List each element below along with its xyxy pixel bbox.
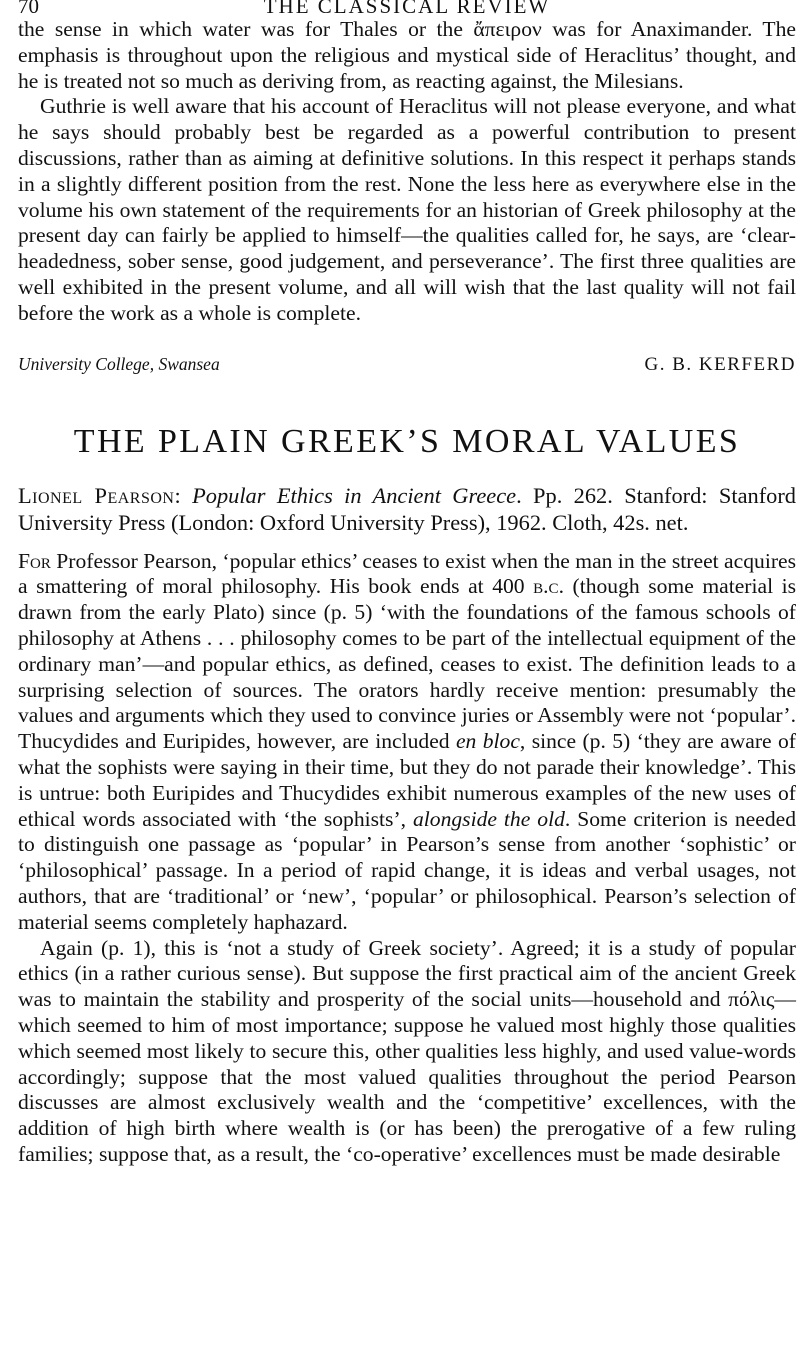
italic-phrase: en bloc — [455, 729, 520, 754]
text-run: . Some criterion is needed to distinguish one passage as ‘popular’ in Pearson’s sense from another ‘sophistic’ or ‘philosophical’ passage. In a period of rapid change, it is ideas and verbal usages, not authors, that are ‘traditional’ or ‘new’, ‘popular’ or philosophical. Pearson’s selection of material seems completely haphazard. — [18, 806, 796, 934]
review-paragraph: Guthrie is well aware that his account of Heraclitus will not please everyone, and what he says should probably best be regarded as a powerful contribution to present discussions, rather than as aiming at definitive solutions. In this respect it perhaps stands in a slightly different position from the rest. None the less here as everywhere else in the volume his own statement of the requirements for an historian of Greek philosophy at the present day can fairly be applied to himself—the qualities called for, he says, are ‘clear-headedness, sober sense, good judgement, and perseverance’. The first three qualities are well exhibited in the present volume, and all will wish that the last quality will not fail before the work as a whole is complete. — [18, 94, 796, 325]
book-details: . Pp. 262. Stanford: Stanford University Press (London: Oxford University Press), 1962. Cloth, 42s. net. — [18, 482, 797, 536]
citation-separator: : — [174, 482, 193, 508]
review-paragraph: Again (p. 1), this is ‘not a study of Greek society’. Agreed; it is a study of popular ethics (in a rather curious sense). But suppose the first practical aim of the ancient Greek was to maintain the stability and prosperity of the social units—household and πόλις—which seemed to him of most importance; suppose he valued most highly those qualities which seemed most likely to secure this, other qualities less highly, and used value-words accordingly; suppose that the most valued qualities throughout the period Pearson discusses are almost exclusively wealth and the ‘competitive’ excellences, with the addition of high birth where wealth is (or has been) the prerogative of a few ruling families; suppose that, as a result, the ‘co-operative’ excellences must be made desirable — [18, 935, 796, 1166]
running-head — [18, 0, 796, 18]
reviewer-name: G. B. KERFERD — [644, 353, 796, 375]
journal-title: THE CLASSICAL REVIEW — [263, 0, 551, 18]
book-author: Lionel Pearson — [18, 482, 175, 508]
review-signoff — [18, 354, 796, 380]
page-number: 70 — [18, 0, 39, 18]
journal-page — [18, 0, 796, 1168]
review-body — [18, 549, 796, 1168]
book-citation — [18, 482, 796, 537]
italic-phrase: alongside the old — [413, 806, 565, 831]
era-abbreviation: b.c. — [533, 574, 564, 599]
text-run: (though some material is drawn from the early Plato) since (p. 5) ‘with the foundations of the famous schools of philosophy at Athens . . . philosophy comes to be part of the intellectual equipment of the ordinary man’—and popular ethics, as defined, ceases to exist. The definition leads to a surprising selection of sources. The orators hardly receive mention: presumably the values and arguments which they used to convince juries or Assembly were not ‘popular’. Thucydides and Euripides, however, are included — [18, 574, 796, 754]
lead-word: For — [18, 548, 51, 573]
previous-review-ending — [18, 17, 796, 380]
text-run: , since (p. 5) ‘they are aware of what the sophists were saying in their time, but they do not parade their knowledge’. This is untrue: both Euripides and Thucydides exhibit numerous examples of the new uses of ethical words associated with ‘the sophists’, — [18, 729, 796, 831]
article-title: THE PLAIN GREEK’S MORAL VALUES — [73, 422, 741, 460]
reviewer-affiliation: University College, Swansea — [18, 353, 220, 374]
review-paragraph — [18, 549, 796, 936]
text-run: Professor Pearson, ‘popular ethics’ ceases to exist when the man in the street acquires a smattering of moral philosophy. His book ends at 400 — [18, 548, 796, 599]
review-paragraph: the sense in which water was for Thales or the ἄπειρον was for Anaximander. The emphasis is throughout upon the religious and mystical side of Heraclitus’ thought, and he is treated not so much as deriving from, as reacting against, the Milesians. — [18, 17, 796, 93]
book-title: Popular Ethics in Ancient Greece — [192, 482, 517, 508]
